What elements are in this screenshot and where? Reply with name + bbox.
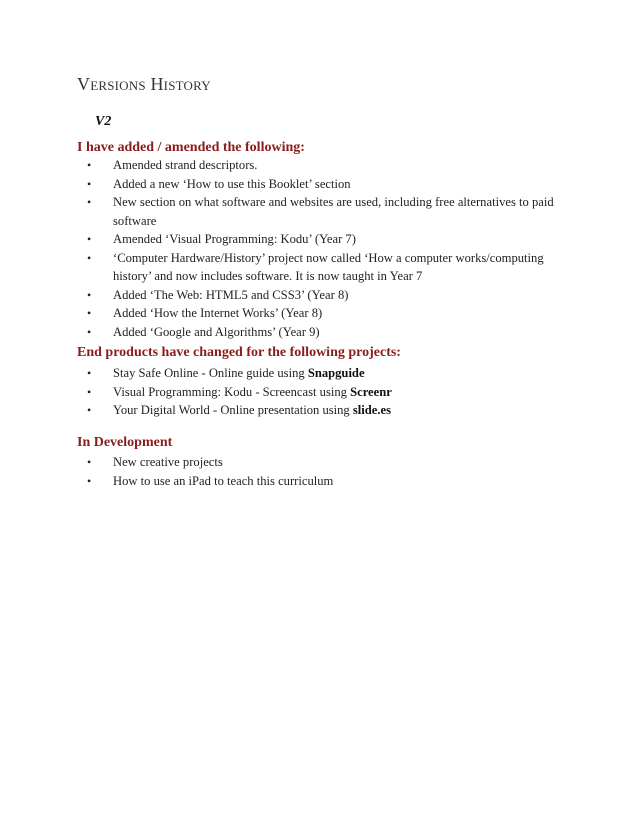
section-heading-added-amended: I have added / amended the following: xyxy=(77,140,305,155)
tool-name: Screenr xyxy=(350,384,392,399)
list-item-text: New creative projects xyxy=(113,455,223,469)
list-item-text: ‘Computer Hardware/History’ project now called ‘How a computer works/computing history’ and now includes software. It is now taught in Year 7 xyxy=(113,250,544,283)
list-item xyxy=(77,472,577,491)
version-label: V2 xyxy=(95,114,112,129)
list-item xyxy=(77,401,577,420)
list-item xyxy=(77,156,577,175)
list-item-text: Added ‘The Web: HTML5 and CSS3’ (Year 8) xyxy=(113,287,349,302)
bullet-icon: • xyxy=(87,195,92,209)
section-heading-in-development: In Development xyxy=(77,435,173,450)
list-item xyxy=(77,230,577,249)
page-title: Versions History xyxy=(77,74,211,94)
section-heading-end-products: End products have changed for the following projects: xyxy=(77,345,401,360)
section-list-in-development xyxy=(77,453,577,490)
list-item xyxy=(77,323,577,342)
list-item xyxy=(77,383,577,402)
bullet-icon: • xyxy=(87,158,92,172)
list-item-text: How to use an iPad to teach this curriculum xyxy=(113,473,334,488)
list-item-text: New section on what software and websites are used, including free alternatives to paid software xyxy=(113,195,554,228)
list-item xyxy=(77,364,577,383)
list-item xyxy=(77,286,577,305)
bullet-icon: • xyxy=(87,366,92,380)
section-list-added-amended xyxy=(77,156,577,341)
list-item-text: Amended strand descriptors. xyxy=(113,158,258,172)
bullet-icon: • xyxy=(87,455,92,469)
tool-name: slide.es xyxy=(352,403,392,417)
list-item xyxy=(77,304,577,323)
bullet-icon: • xyxy=(87,473,92,488)
list-item-text: Added ‘Google and Algorithms’ (Year 9) xyxy=(113,324,320,339)
bullet-icon: • xyxy=(87,176,92,191)
bullet-icon: • xyxy=(87,384,92,399)
list-item xyxy=(77,175,577,194)
bullet-icon: • xyxy=(87,287,92,302)
list-item-text: Added a new ‘How to use this Booklet’ section xyxy=(113,176,351,191)
list-item xyxy=(77,453,577,472)
list-item-text: Visual Programming: Kodu - Screencast using xyxy=(113,384,351,399)
bullet-icon: • xyxy=(87,306,92,320)
list-item-text: Amended ‘Visual Programming: Kodu’ (Year 7) xyxy=(113,232,356,246)
bullet-icon: • xyxy=(87,250,92,265)
list-item-text: Added ‘How the Internet Works’ (Year 8) xyxy=(113,306,323,320)
section-list-end-products xyxy=(77,364,577,420)
bullet-icon: • xyxy=(87,232,92,246)
tool-name: Snapguide xyxy=(307,366,365,380)
bullet-icon: • xyxy=(87,403,92,417)
bullet-icon: • xyxy=(87,324,92,339)
list-item xyxy=(77,193,577,230)
list-item-text: Your Digital World - Online presentation using xyxy=(113,403,353,417)
list-item-text: Stay Safe Online - Online guide using xyxy=(113,366,308,380)
list-item xyxy=(77,249,577,286)
